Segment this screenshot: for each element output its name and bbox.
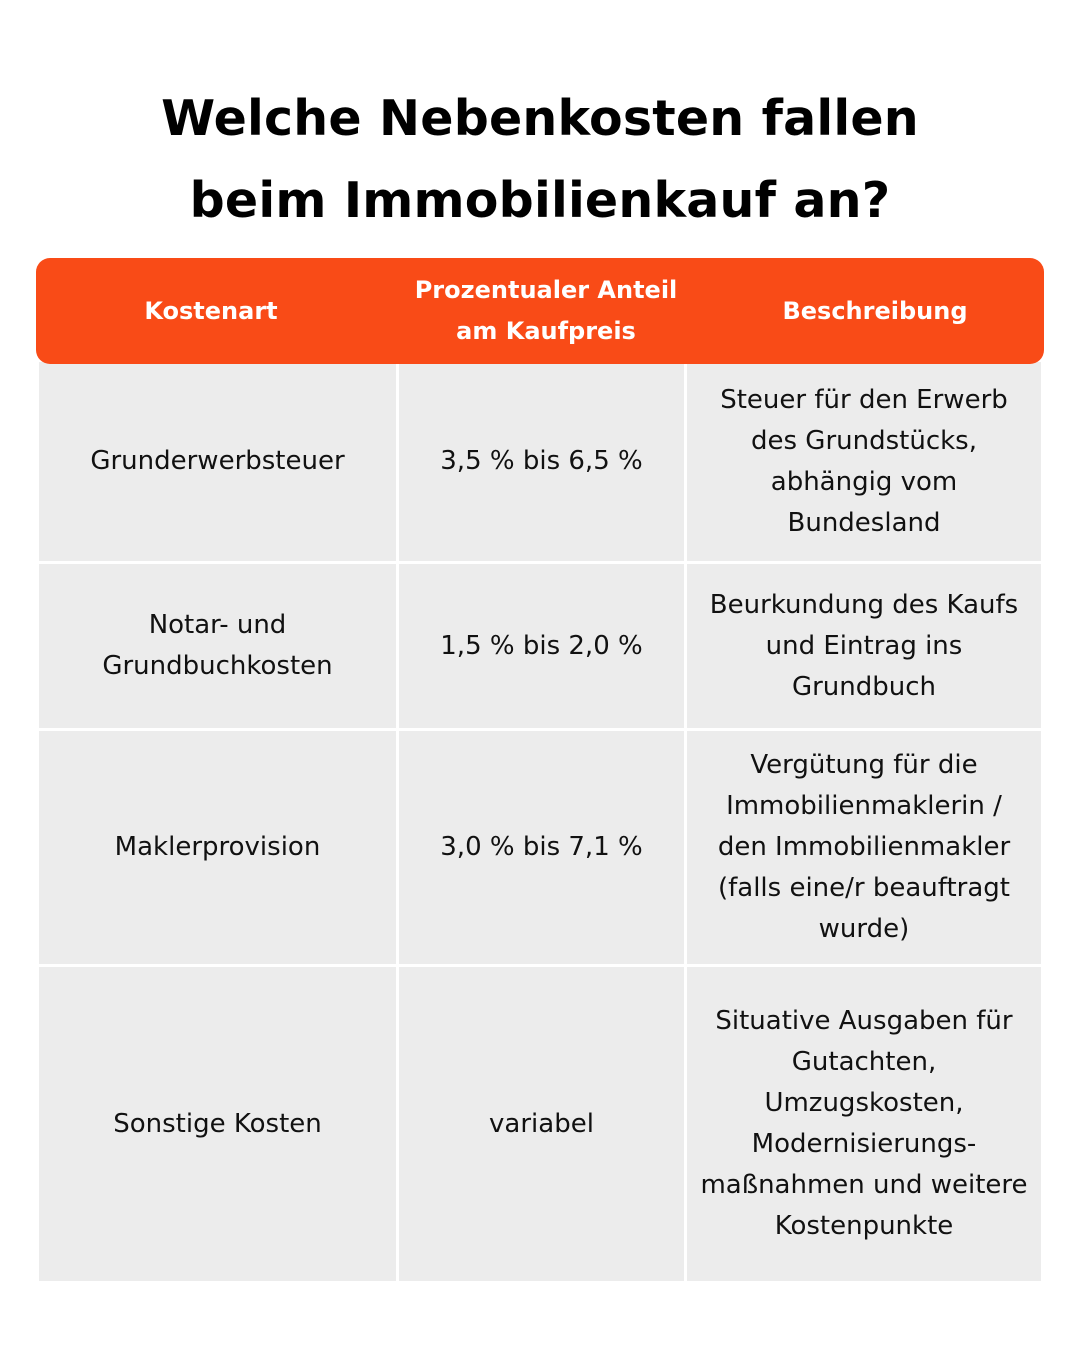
table-body: [39, 362, 1041, 1281]
header-anteil: Prozentualer Anteil am Kaufpreis: [414, 276, 678, 345]
cost-table: [36, 258, 1044, 1281]
page-title-line-1: Welche Nebenkosten fallen: [161, 90, 919, 147]
cell-kostenart: Grunderwerbsteuer: [39, 362, 396, 561]
cell-beschreibung: Situative Ausgaben für Gutachten, Umzugskosten, Modernisierungs- maßnahmen und weitere Kostenpunkte: [687, 967, 1041, 1281]
cell-kostenart: Notar- und Grundbuchkosten: [39, 564, 396, 728]
cell-anteil: 1,5 % bis 2,0 %: [399, 564, 684, 728]
header-beschreibung: Beschreibung: [782, 296, 968, 325]
page-title: [0, 78, 1080, 242]
cell-anteil: variabel: [399, 967, 684, 1281]
cell-kostenart: Maklerprovision: [39, 731, 396, 964]
cell-anteil: 3,0 % bis 7,1 %: [399, 731, 684, 964]
cell-beschreibung: Beurkundung des Kaufs und Eintrag ins Grundbuch: [687, 564, 1041, 728]
table-header: [36, 258, 1044, 364]
page-title-line-2: beim Immobilienkauf an?: [189, 172, 891, 229]
cell-beschreibung: Steuer für den Erwerb des Grundstücks, abhängig vom Bundesland: [687, 362, 1041, 561]
cell-beschreibung: Vergütung für die Immobilienmaklerin / den Immobilienmakler (falls eine/r beauftragt wurde): [687, 731, 1041, 964]
cell-kostenart: Sonstige Kosten: [39, 967, 396, 1281]
cell-anteil: 3,5 % bis 6,5 %: [399, 362, 684, 561]
header-kostenart: Kostenart: [144, 296, 278, 325]
